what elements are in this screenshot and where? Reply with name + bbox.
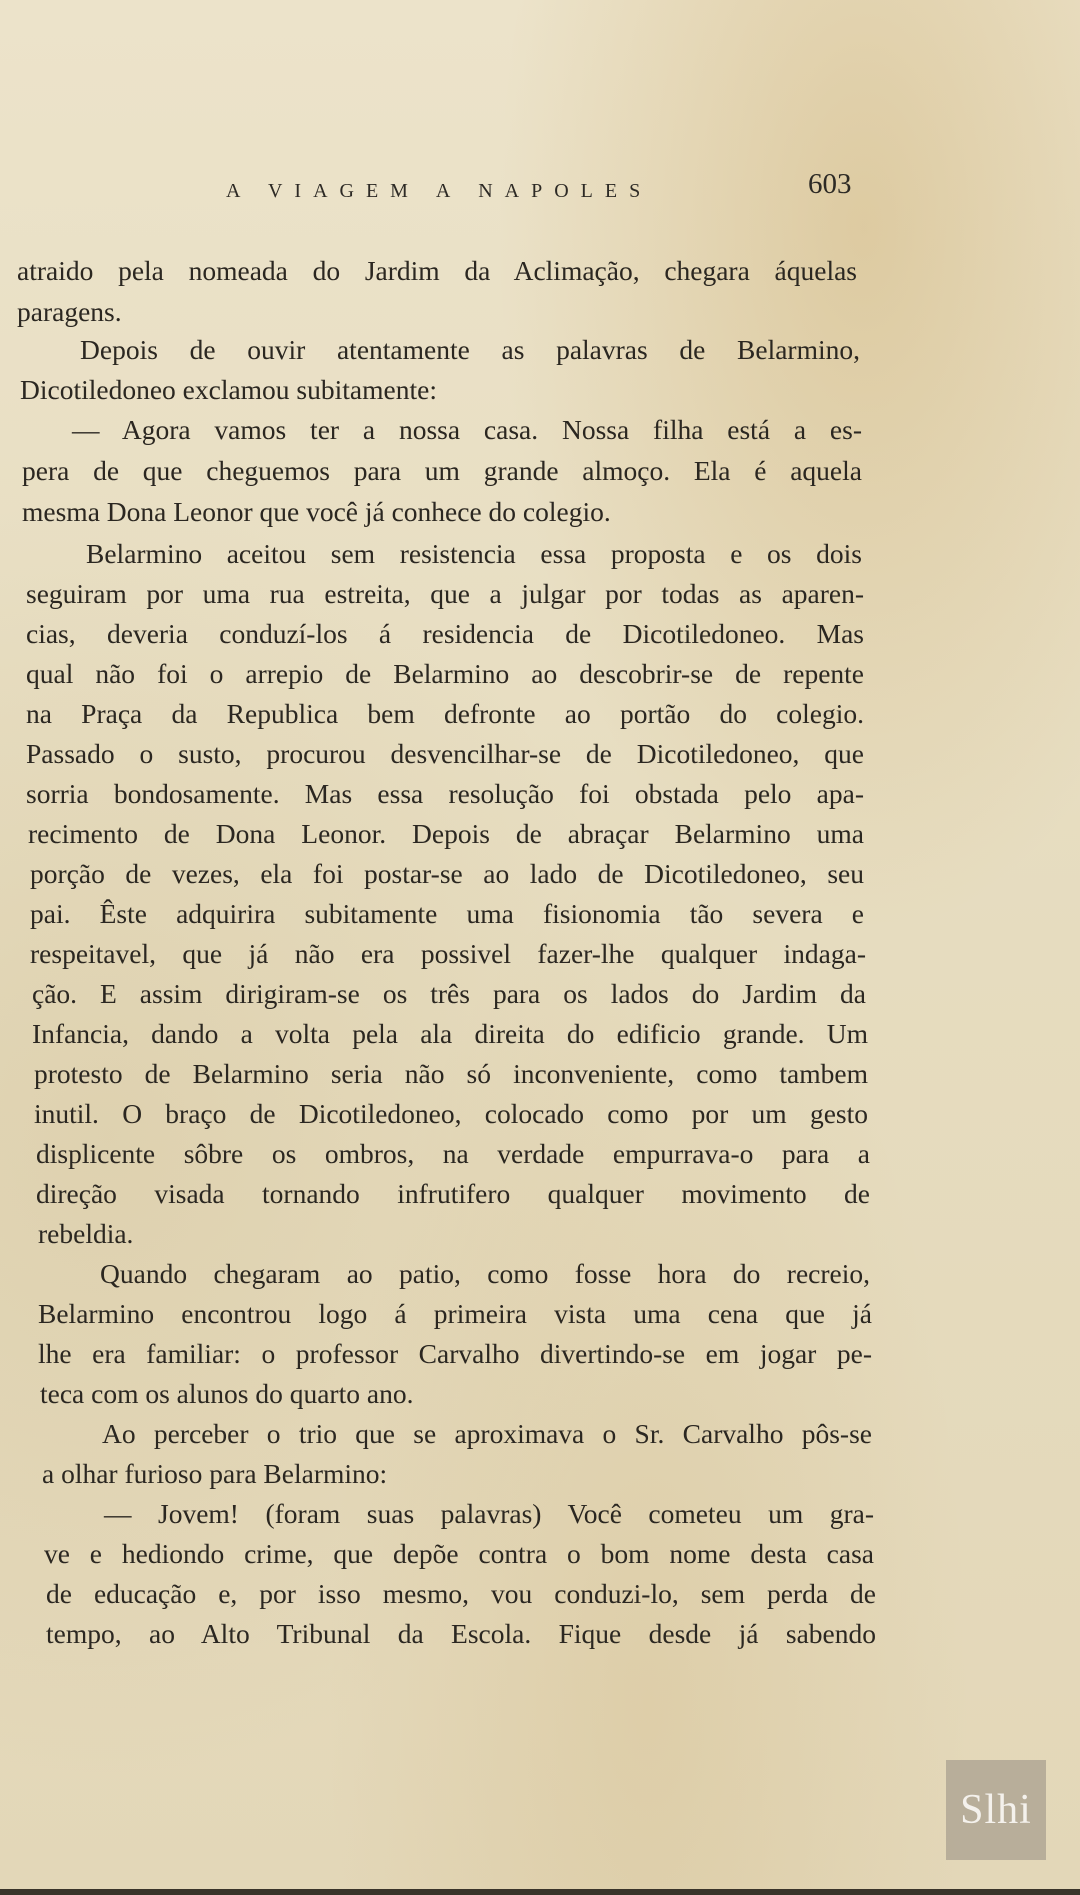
text-line: ção. E assim dirigiram-se os três para os lados do Jardim da xyxy=(32,978,866,1009)
text-line: a olhar furioso para Belarmino: xyxy=(42,1458,388,1489)
text-line: Quando chegaram ao patio, como fosse hora do recreio, xyxy=(100,1258,870,1289)
text-line: — Jovem! (foram suas palavras) Você cometeu um gra- xyxy=(104,1498,874,1529)
text-line: Infancia, dando a volta pela ala direita do edificio grande. Um xyxy=(32,1018,868,1049)
text-line: pai. Êste adquirira subitamente uma fisionomia tão severa e xyxy=(30,898,864,929)
text-line: sorria bondosamente. Mas essa resolução foi obstada pelo apa- xyxy=(26,778,864,809)
text-line: Depois de ouvir atentamente as palavras de Belarmino, xyxy=(80,334,860,365)
text-line: na Praça da Republica bem defronte ao portão do colegio. xyxy=(26,698,864,729)
library-stamp-logo xyxy=(946,1760,1046,1860)
running-head xyxy=(0,168,1080,218)
text-line: displicente sôbre os ombros, na verdade empurrava-o para a xyxy=(36,1138,870,1169)
text-line: pera de que cheguemos para um grande almoço. Ela é aquela xyxy=(22,455,862,486)
text-line: mesma Dona Leonor que você já conhece do colegio. xyxy=(22,496,611,527)
text-line: paragens. xyxy=(17,296,122,327)
text-line: Belarmino encontrou logo á primeira vista uma cena que já xyxy=(38,1298,872,1329)
text-line: Passado o susto, procurou desvencilhar-se de Dicotiledoneo, que xyxy=(26,738,864,769)
text-line: ve e hediondo crime, que depõe contra o bom nome desta casa xyxy=(44,1538,874,1569)
text-line: rebeldia. xyxy=(38,1218,134,1249)
text-line: teca com os alunos do quarto ano. xyxy=(40,1378,414,1409)
text-line: lhe era familiar: o professor Carvalho divertindo-se em jogar pe- xyxy=(38,1338,872,1369)
text-line: Belarmino aceitou sem resistencia essa proposta e os dois xyxy=(86,538,862,569)
text-line: qual não foi o arrepio de Belarmino ao descobrir-se de repente xyxy=(26,658,864,689)
text-line: porção de vezes, ela foi postar-se ao lado de Dicotiledoneo, seu xyxy=(30,858,864,889)
stamp-text: Slhi xyxy=(960,1787,1032,1833)
text-line: seguiram por uma rua estreita, que a julgar por todas as aparen- xyxy=(26,578,864,609)
text-line: cias, deveria conduzí-los á residencia de Dicotiledoneo. Mas xyxy=(26,618,864,649)
text-line: inutil. O braço de Dicotiledoneo, colocado como por um gesto xyxy=(34,1098,868,1129)
text-line: recimento de Dona Leonor. Depois de abraçar Belarmino uma xyxy=(28,818,864,849)
text-line: direção visada tornando infrutifero qualquer movimento de xyxy=(36,1178,870,1209)
text-line: de educação e, por isso mesmo, vou conduzi-lo, sem perda de xyxy=(46,1578,876,1609)
text-line: respeitavel, que já não era possivel fazer-lhe qualquer indaga- xyxy=(30,938,866,969)
page-number: 603 xyxy=(808,168,852,200)
page-bottom-edge xyxy=(0,1889,1080,1895)
text-line: Dicotiledoneo exclamou subitamente: xyxy=(20,374,437,405)
text-line: — Agora vamos ter a nossa casa. Nossa filha está a es- xyxy=(72,414,862,445)
text-line: tempo, ao Alto Tribunal da Escola. Fique desde já sabendo xyxy=(46,1618,876,1649)
text-line: atraido pela nomeada do Jardim da Aclimação, chegara áquelas xyxy=(17,255,857,286)
text-line: protesto de Belarmino seria não só inconveniente, como tambem xyxy=(34,1058,868,1089)
running-title: A VIAGEM A NAPOLES xyxy=(226,180,653,202)
text-line: Ao perceber o trio que se aproximava o Sr. Carvalho pôs-se xyxy=(102,1418,872,1449)
